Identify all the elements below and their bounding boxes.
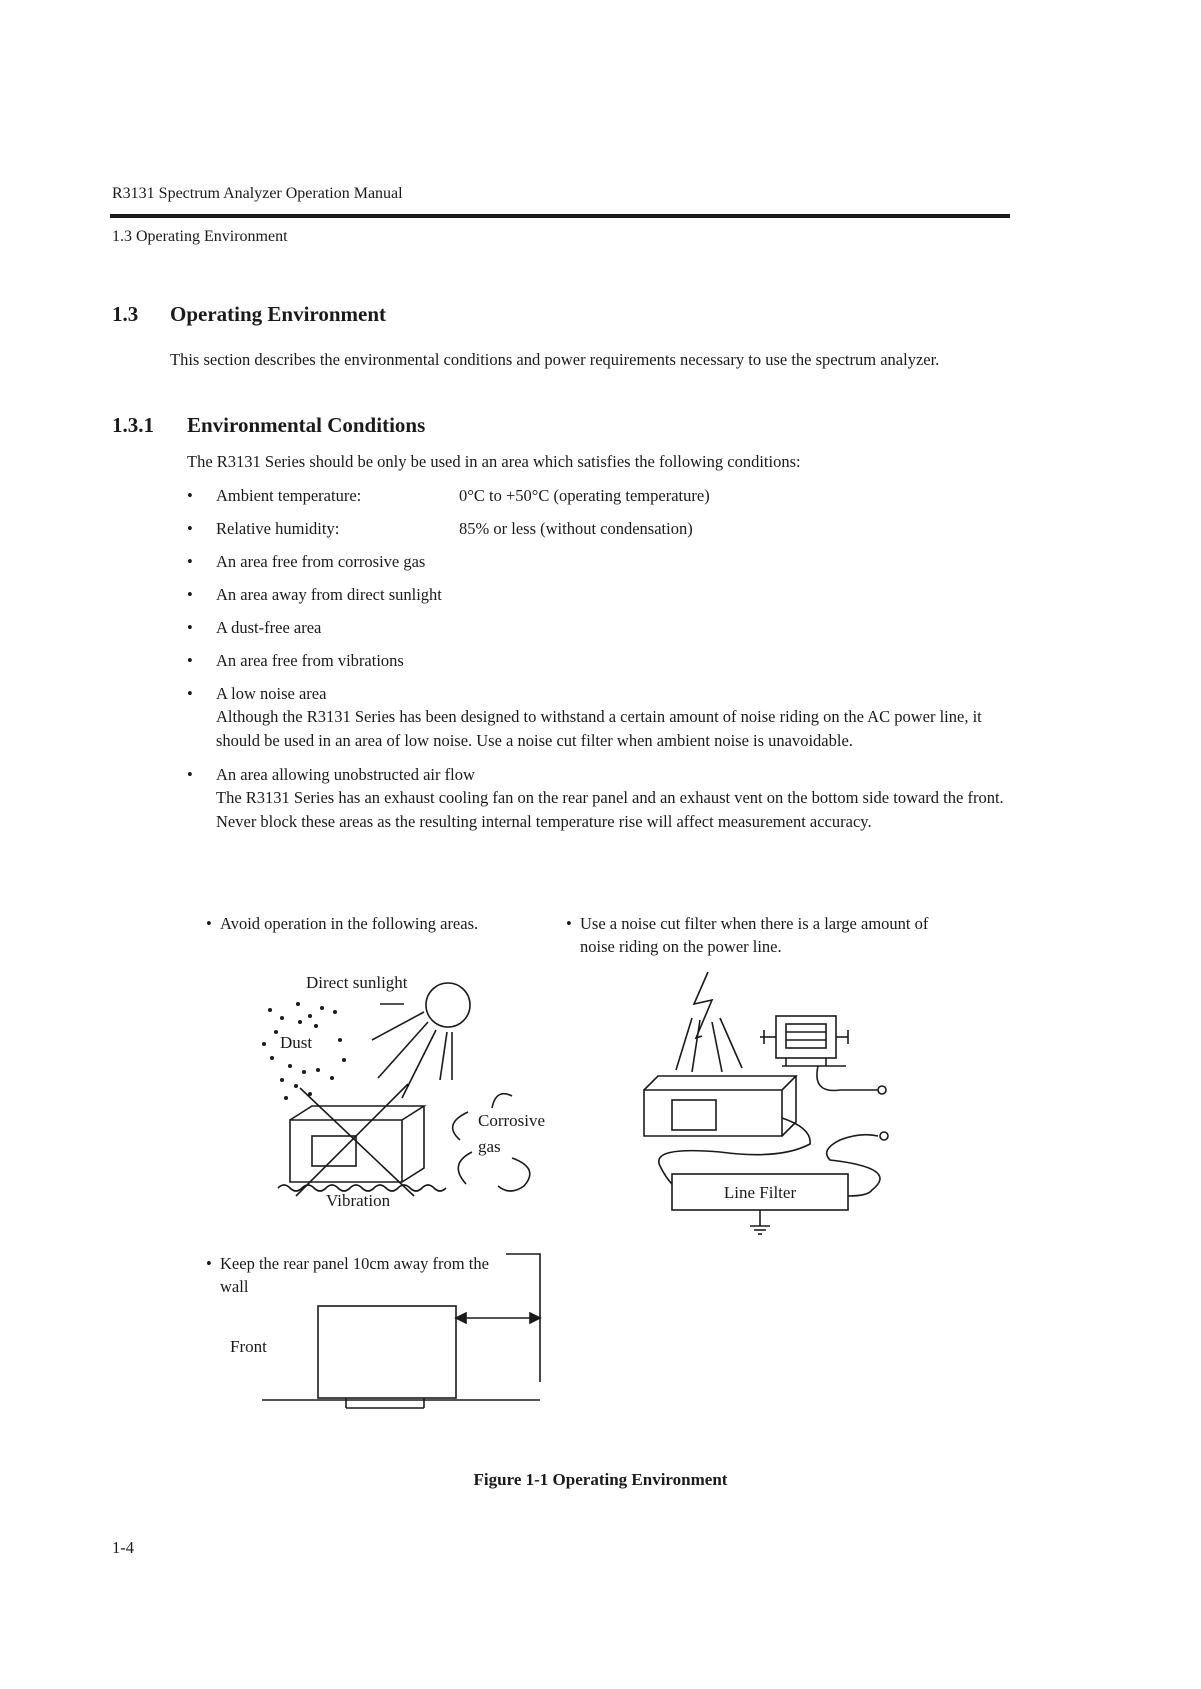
plug-cord: [827, 1135, 880, 1196]
section-number: 1.3: [112, 302, 139, 326]
subsection-lead: The R3131 Series should be only be used in an area which satisfies the following conditions:: [187, 452, 801, 471]
airflow-detail: The R3131 Series has an exhaust cooling fan on the rear panel and an exhaust vent on the bottom side toward the front. Never block these areas as the resulting internal temperature rise will affect measurement accuracy.: [216, 788, 1004, 831]
figure-bullet-avoid-text: Avoid operation in the following areas.: [220, 914, 479, 933]
lightning-icon: [694, 972, 712, 1038]
sun-icon: [426, 983, 470, 1027]
label-corrosive: Corrosive: [478, 1111, 546, 1130]
figure-bullet-wall-text: Keep the rear panel 10cm away from the wall: [220, 1254, 489, 1296]
bullet-dot: •: [206, 914, 212, 933]
bullet-dot: •: [566, 914, 572, 933]
section-title: Operating Environment: [170, 302, 387, 326]
ground-icon: [750, 1210, 770, 1234]
instrument-box: [290, 1106, 424, 1182]
condition-label: Ambient temperature:: [216, 486, 362, 505]
wall-diagram: [262, 1254, 540, 1408]
antenna-lines: [676, 1018, 742, 1072]
motor-icon: [760, 1016, 886, 1094]
page-number: 1-4: [112, 1538, 134, 1557]
label-front: Front: [230, 1337, 267, 1356]
label-vibration: Vibration: [326, 1191, 391, 1210]
list-item: • An area free from corrosive gas: [187, 550, 1017, 573]
label-line-filter: Line Filter: [723, 1183, 797, 1202]
list-item: • An area away from direct sunlight: [187, 583, 1017, 606]
figure-bullet-filter-text: Use a noise cut filter when there is a large amount of noise riding on the power line.: [580, 914, 929, 956]
condition-label: Relative humidity:: [216, 519, 340, 538]
list-item: • An area free from vibrations: [187, 649, 1017, 672]
label-gas: gas: [478, 1137, 501, 1156]
bullet-dot: •: [206, 1254, 212, 1273]
instrument-rear-box: [318, 1306, 456, 1398]
subsection-title: Environmental Conditions: [187, 413, 426, 437]
noise-title: A low noise area: [216, 684, 327, 703]
condition-value: 0°C to +50°C (operating temperature): [459, 486, 710, 505]
running-header-section: 1.3 Operating Environment: [112, 228, 288, 245]
label-dust: Dust: [280, 1033, 313, 1052]
condition-value: 85% or less (without condensation): [459, 519, 693, 538]
label-direct-sunlight: Direct sunlight: [306, 973, 408, 992]
section-intro: This section describes the environmental conditions and power requirements necessary to use the spectrum analyzer.: [170, 350, 940, 369]
plug-icon: [880, 1132, 888, 1140]
airflow-title: An area allowing unobstructed air flow: [216, 765, 475, 784]
noise-detail: Although the R3131 Series has been designed to withstand a certain amount of noise riding on the AC power line, it should be used in an area of low noise. Use a noise cut filter when ambient noise is unavoidable.: [216, 707, 982, 750]
cross-out-mark: [296, 1084, 414, 1196]
list-item: • A dust-free area: [187, 616, 1017, 639]
sun-rays: [372, 1004, 452, 1098]
analyzer-box: [644, 1076, 796, 1136]
figure-caption: Figure 1-1 Operating Environment: [473, 1470, 728, 1489]
subsection-number: 1.3.1: [112, 413, 154, 437]
running-header-title: R3131 Spectrum Analyzer Operation Manual: [112, 185, 403, 202]
